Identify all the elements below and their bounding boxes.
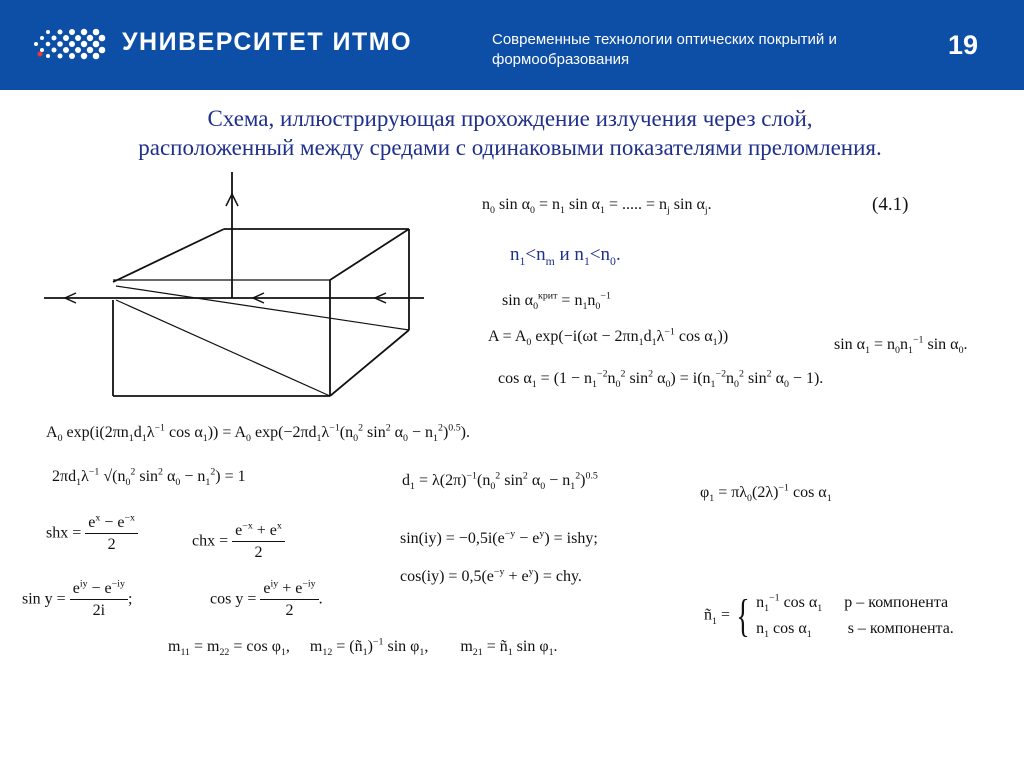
equation-amplitude: $A = A_0$ $\exp(-i(\omega t - 2\pi n_1d_1\lambda^{-1}$ $\cos \alpha_1$)) xyxy=(488,326,729,349)
equation-cos-y: cos y = $\frac{e^{iy} + e^{-iy}}{2}$ . xyxy=(210,578,323,619)
slide-title-line-1: Схема, иллюстрирующая прохождение излучения через слой, xyxy=(207,106,813,131)
university-name: УНИВЕРСИТЕТ ИТМО xyxy=(122,28,413,56)
equation-effective-index: $ñ_1$ = { $n_1^{-1}$ $\cos \alpha_1$ p – компонента $n_1$ $\cos \alpha_1$ s – компонента. xyxy=(704,590,954,641)
equation-snell: $n_0$ $\sin \alpha_0 = n_1$ $\sin \alpha_1$ = ..... = $n_j$ $\sin \alpha_j$. xyxy=(482,196,712,217)
equation-sin-iy: $\sin(iy) = -0,5i(e^{-y} - e^y)$ = ishy; xyxy=(400,528,598,547)
s-component-label: s – компонента. xyxy=(847,620,954,637)
equation-critical-angle: $\sin \alpha_0^{крит} = n_1n_0^{-1}$ xyxy=(502,290,611,313)
equation-phase: $\varphi_1 = \pi\lambda_0(2\lambda)^{-1}$ $\cos \alpha_1$ xyxy=(700,482,832,505)
equation-exp-identity: $A_0$ $\exp(i(2\pi n_1d_1\lambda^{-1}$ $\cos \alpha_1)) = A_0$ $\exp(-2\pi d_1\lambda^{-1}(n_0^2$ $\sin^2 \alpha_0 - n_1^2)^{0.5}$). xyxy=(46,422,470,445)
ray-top xyxy=(116,286,409,330)
equation-decay-condition: $2\pi d_1\lambda^{-1}$ $√(n_0^2$ $\sin^2 \alpha_0 - n_1^2) = 1$ xyxy=(52,466,246,489)
layer-top-right-edge xyxy=(330,229,409,280)
p-component-label: p – компонента xyxy=(844,594,949,611)
equation-matrix-elements: $m_{11} = m_{22} = \cos \varphi_1$, $m_{12}$ = $(ñ_1)^{-1}$ $\sin \varphi_1$, $m_{21}$ = $ñ_1$ $\sin \varphi_1$. xyxy=(168,636,558,659)
equation-penetration-depth: $d_1 = \lambda(2\pi)^{-1}(n_0^2$ $\sin^2 \alpha_0 - n_1^2)^{0.5}$ xyxy=(402,470,598,493)
equation-sin-y: sin y = $\frac{e^{iy} - e^{-iy}}{2i}$ ; xyxy=(22,578,133,619)
equation-sin-alpha1: $\sin \alpha_1 = n_0n_1^{-1}$ $\sin \alpha_0$. xyxy=(834,334,968,357)
page-number: 19 xyxy=(948,30,979,60)
equation-cos-alpha1: $\cos \alpha_1 = (1 - n_1^{-2}n_0^2$ $\sin^2 \alpha_0) = i(n_1^{-2}n_0^2$ $\sin^2 \alpha_0 - 1$). xyxy=(498,368,824,391)
layer-top-left-edge xyxy=(113,229,224,282)
layer-bottom-right-edge xyxy=(330,330,409,396)
condition-indexes: $n_1<n_m$ и $n_1<n_0$. xyxy=(510,244,621,268)
equation-chx: chx = $\frac{e^{-x} + e^x}{2}$ xyxy=(192,522,285,562)
slide-title-line-2: расположенный между средами с одинаковыми показателями преломления. xyxy=(138,135,882,160)
course-title: Современные технологии оптических покрытий и формообразования xyxy=(492,31,837,68)
equation-cos-iy: $\cos(iy) = 0,5(e^{-y} + e^y)$ = chy. xyxy=(400,566,582,585)
ray-path xyxy=(116,300,330,396)
equation-shx: shx = $\frac{e^x - e^{-x}}{2}$ xyxy=(46,514,138,554)
equation-number: (4.1) xyxy=(872,194,909,215)
